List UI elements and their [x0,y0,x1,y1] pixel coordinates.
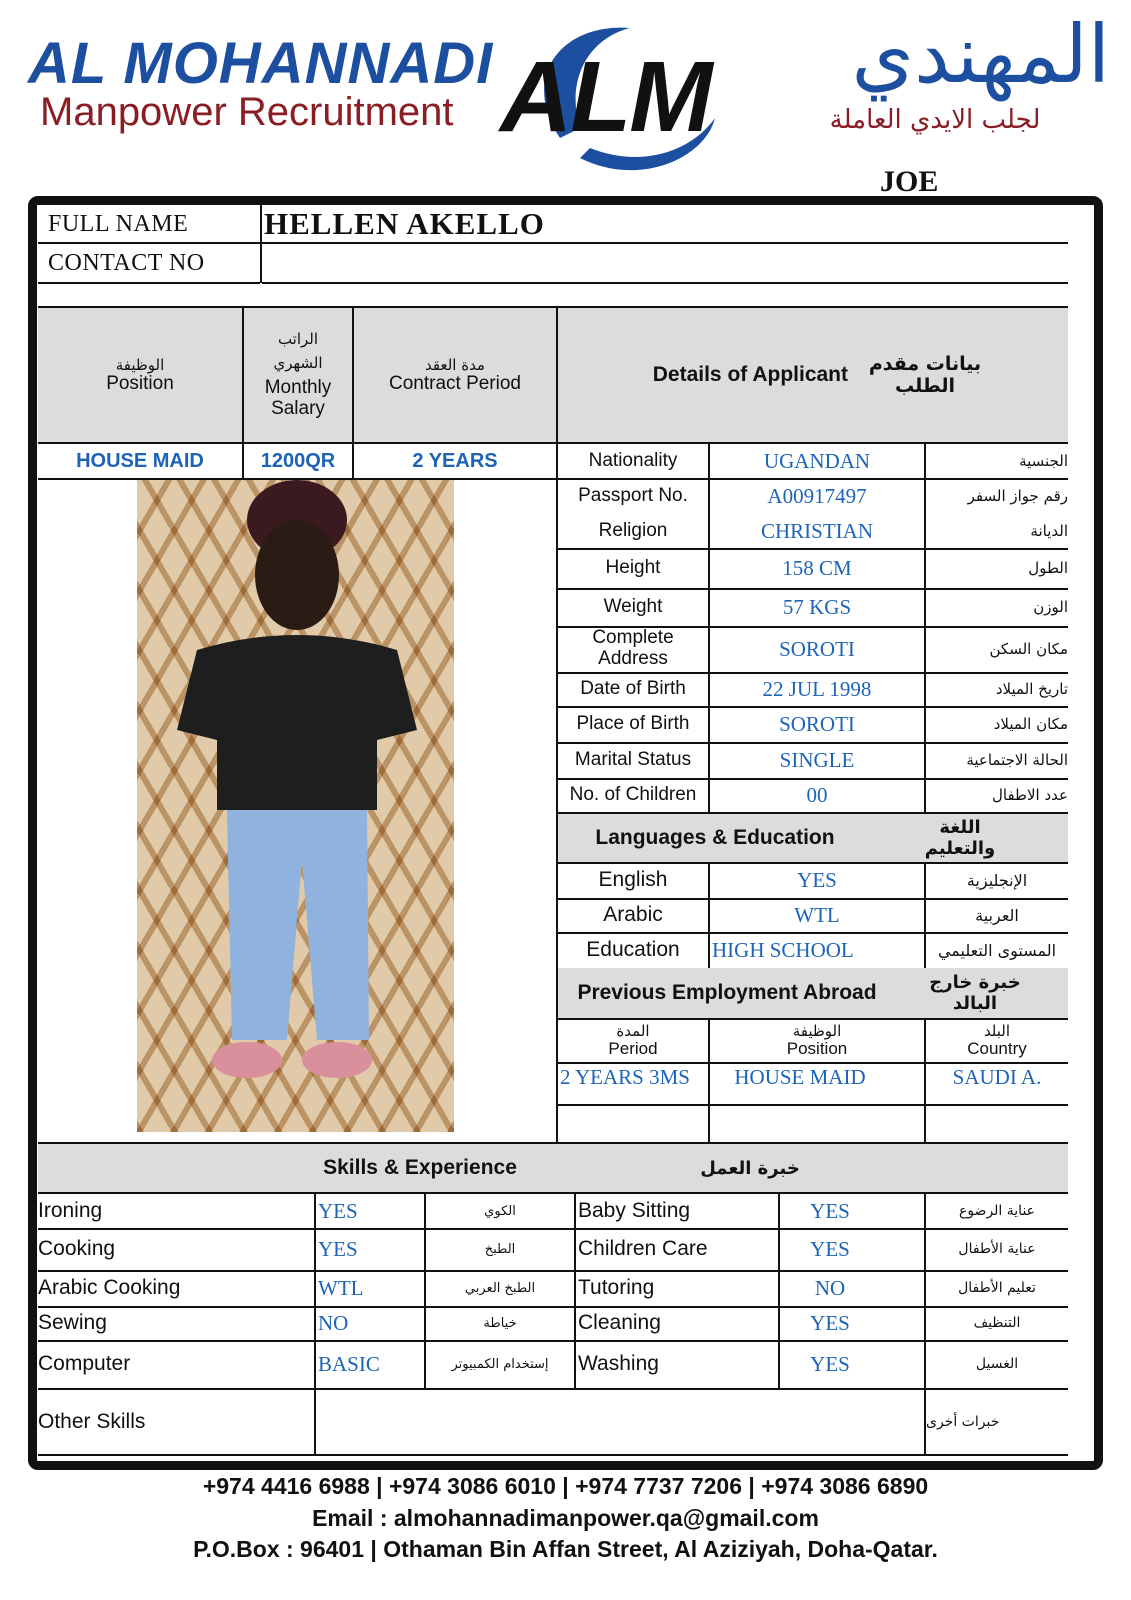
table-rule [424,1194,426,1390]
detail-value: 57 KGS [782,594,852,619]
applicant-photo [137,480,454,1132]
table-rule [708,444,710,814]
skill-value: BASIC [318,1351,380,1376]
table-rule [558,898,1068,900]
contact-value [262,244,1068,282]
detail-label: Passport No. [578,484,688,506]
table-rule [924,1018,926,1142]
skill-arabic: خياطة [483,1315,517,1331]
skill-value: NO [814,1275,846,1300]
skill-arabic: الطبخ العربي [464,1280,536,1296]
detail-label: Date of Birth [580,677,686,699]
skill-arabic: الطبخ [484,1241,516,1257]
position-value: HOUSE MAID [76,449,204,472]
employment-title-ar: خبرة خارج البالد [929,972,1021,1014]
detail-arabic: الوزن [1033,598,1068,616]
detail-value: 00 [806,782,828,807]
skill-label: Baby Sitting [578,1199,691,1222]
logo-alm: ALM [500,41,711,153]
table-rule [558,932,1068,934]
salary-header [244,308,352,442]
other-skills-label: Other Skills [38,1410,146,1433]
detail-value: SINGLE [779,747,855,772]
employment-header-ar: المدة [616,1021,650,1040]
employment-header-label: Position [786,1038,848,1058]
language-arabic: الإنجليزية [966,870,1028,890]
detail-label: Weight [603,595,663,617]
brand-tagline: Manpower Recruitment [40,90,454,134]
detail-arabic: مكان السكن [989,640,1068,658]
table-rule [708,862,710,968]
detail-label: Height [605,556,661,578]
contract-header-ar: مدة العقد [425,355,485,374]
skill-label: Sewing [38,1311,107,1334]
table-rule [558,1018,1068,1020]
skill-label: Computer [38,1352,131,1375]
skill-label: Cleaning [578,1311,661,1334]
detail-value: A00917497 [767,483,867,508]
employment-header-ar: الوظيفة [792,1021,842,1040]
detail-label: Complete Address [592,627,674,669]
agent-code: JOE [880,165,939,198]
skill-value: NO [318,1310,349,1335]
full-name-value: HELLEN AKELLO [264,206,545,241]
detail-value: 158 CM [782,555,852,580]
employment-header [710,1018,924,1062]
brand-name-arabic: المهندي [851,8,1110,101]
detail-label: No. of Children [569,783,697,805]
language-label: Arabic [603,903,663,927]
skill-value: YES [810,1310,850,1335]
skill-value: YES [810,1236,850,1261]
skill-value: WTL [318,1275,364,1300]
skill-label: Cooking [38,1237,116,1260]
skill-arabic: عناية الرضوع [958,1203,1036,1219]
footer-phones: +974 4416 6988 | +974 3086 6010 | +974 7737 7206 | +974 3086 6890 [202,1473,929,1499]
brand-tagline-arabic: لجلب الايدي العاملة [829,105,1041,135]
table-rule [314,1194,316,1390]
skill-value: YES [810,1351,850,1376]
skill-arabic: عناية الأطفال [958,1241,1036,1257]
employment-title: Previous Employment Abroad [577,981,877,1004]
language-arabic: العربية [975,905,1019,925]
detail-arabic: تاريخ الميلاد [995,680,1068,698]
language-value: HIGH SCHOOL [712,937,854,962]
skill-label: Washing [578,1352,659,1375]
detail-arabic: مكان الميلاد [993,715,1068,733]
skill-value: YES [810,1198,850,1223]
language-label: Education [586,938,680,962]
salary-header-ar-2: الشهري [273,354,323,373]
skill-label: Tutoring [578,1276,655,1299]
skill-label: Arabic Cooking [38,1276,181,1299]
skills-title-ar: خبرة العمل [700,1157,800,1179]
contract-header [354,308,556,442]
languages-title: Languages & Education [595,826,835,849]
footer-email: Email : almohannadimanpower.qa@gmail.com [312,1505,819,1531]
language-arabic: المستوى التعليمي [937,940,1057,960]
employment-header-ar: البلد [983,1021,1011,1040]
detail-label: Nationality [588,449,678,471]
position-header [38,308,242,442]
skill-value: YES [318,1198,358,1223]
employment-header-label: Country [967,1038,1027,1058]
salary-value: 1200QR [260,449,336,472]
skill-arabic: إستخدام الكمبيوتر [451,1356,549,1372]
skills-band [38,1144,1068,1192]
full-name-label: FULL NAME [48,210,189,237]
detail-label: Marital Status [574,748,692,770]
detail-value: 22 JUL 1998 [762,676,872,701]
employment-header [926,1018,1068,1062]
position-header-ar: الوظيفة [115,355,165,374]
contact-label: CONTACT NO [48,249,205,276]
languages-title-ar: اللغة والتعليم [924,817,996,859]
detail-value: CHRISTIAN [760,518,873,543]
contract-header-label: Contract Period [388,372,521,394]
employment-country: SAUDI A. [952,1064,1042,1089]
detail-label: Religion [598,519,668,541]
skills-title: Skills & Experience [323,1156,517,1179]
detail-arabic: الطول [1028,559,1068,577]
footer-address: P.O.Box : 96401 | Othaman Bin Affan Street, Al Aziziyah, Doha-Qatar. [193,1536,938,1562]
detail-arabic: الحالة الاجتماعية [966,751,1068,769]
skill-value: YES [318,1236,358,1261]
salary-header-label: Monthly Salary [264,377,332,419]
detail-arabic: رقم جواز السفر [967,487,1068,505]
contract-value: 2 YEARS [412,449,498,472]
skill-label: Children Care [578,1237,708,1260]
table-rule [924,862,926,968]
other-skills-ar: خبرات أخرى [926,1414,1000,1430]
employment-header [558,1018,708,1062]
detail-arabic: عدد الاطفال [992,786,1068,804]
language-value: WTL [794,902,840,927]
table-rule [778,1194,780,1390]
skill-arabic: الغسيل [975,1356,1019,1372]
detail-arabic: الجنسية [1019,452,1068,470]
salary-header-ar-1: الراتب [277,330,319,349]
position-header-label: Position [106,372,174,394]
applicant-silhouette-icon [137,480,454,1132]
details-title: Details of Applicant [652,363,848,386]
employment-header-label: Period [608,1038,658,1058]
details-title-ar: بيانات مقدم الطلب [868,353,982,397]
table-rule [708,1018,710,1142]
brand-name: AL MOHANNADI [28,31,494,96]
language-label: English [598,868,668,892]
language-value: YES [797,867,837,892]
employment-position: HOUSE MAID [734,1064,866,1089]
table-rule [558,1104,1068,1106]
skill-label: Ironing [38,1199,103,1222]
detail-value: UGANDAN [763,448,871,473]
skill-arabic: تعليم الأطفال [958,1280,1036,1296]
detail-arabic: الديانة [1030,522,1068,540]
skill-arabic: التنظيف [973,1315,1021,1331]
detail-value: SOROTI [779,636,855,661]
table-rule [558,862,1068,864]
table-rule [574,1194,576,1390]
employment-period: 2 YEARS 3MS [560,1064,690,1089]
table-rule [924,1194,926,1390]
detail-label: Place of Birth [576,712,690,734]
detail-value: SOROTI [779,711,855,736]
skill-arabic: الكوي [484,1203,516,1219]
other-skills-value [316,1390,924,1454]
table-rule [924,444,926,814]
